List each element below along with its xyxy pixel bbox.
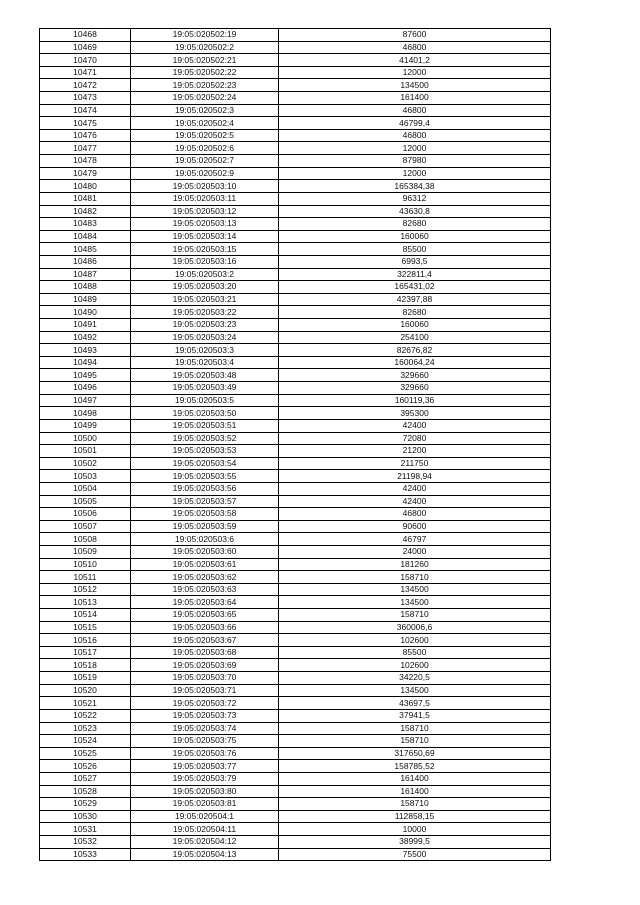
cadastral-number-cell: 19:05:020504:11 bbox=[131, 823, 279, 836]
row-number-cell: 10475 bbox=[40, 117, 131, 130]
table-row bbox=[40, 129, 551, 142]
cadastral-number-cell: 19:05:020503:52 bbox=[131, 432, 279, 445]
table-row bbox=[40, 520, 551, 533]
value-cell: 360006,6 bbox=[279, 621, 551, 634]
row-number-cell: 10522 bbox=[40, 709, 131, 722]
cadastral-number-cell: 19:05:020503:2 bbox=[131, 268, 279, 281]
cadastral-number-cell: 19:05:020503:57 bbox=[131, 495, 279, 508]
row-number-cell: 10481 bbox=[40, 192, 131, 205]
table-row bbox=[40, 697, 551, 710]
value-cell: 42400 bbox=[279, 419, 551, 432]
value-cell: 134500 bbox=[279, 79, 551, 92]
table-row bbox=[40, 785, 551, 798]
cadastral-number-cell: 19:05:020504:13 bbox=[131, 848, 279, 861]
data-table bbox=[39, 28, 551, 861]
value-cell: 160119,36 bbox=[279, 394, 551, 407]
value-cell: 134500 bbox=[279, 596, 551, 609]
row-number-cell: 10508 bbox=[40, 533, 131, 546]
value-cell: 211750 bbox=[279, 457, 551, 470]
table-row bbox=[40, 117, 551, 130]
value-cell: 158710 bbox=[279, 609, 551, 622]
table-row bbox=[40, 319, 551, 332]
value-cell: 46799,4 bbox=[279, 117, 551, 130]
row-number-cell: 10468 bbox=[40, 29, 131, 42]
cadastral-number-cell: 19:05:020503:6 bbox=[131, 533, 279, 546]
value-cell: 329660 bbox=[279, 369, 551, 382]
cadastral-number-cell: 19:05:020503:10 bbox=[131, 180, 279, 193]
row-number-cell: 10471 bbox=[40, 66, 131, 79]
cadastral-number-cell: 19:05:020502:5 bbox=[131, 129, 279, 142]
table-row bbox=[40, 142, 551, 155]
cadastral-number-cell: 19:05:020503:64 bbox=[131, 596, 279, 609]
cadastral-number-cell: 19:05:020502:4 bbox=[131, 117, 279, 130]
value-cell: 82680 bbox=[279, 218, 551, 231]
cadastral-number-cell: 19:05:020502:6 bbox=[131, 142, 279, 155]
cadastral-number-cell: 19:05:020503:51 bbox=[131, 419, 279, 432]
table-row bbox=[40, 709, 551, 722]
table-row bbox=[40, 255, 551, 268]
row-number-cell: 10501 bbox=[40, 445, 131, 458]
table-row bbox=[40, 836, 551, 849]
row-number-cell: 10469 bbox=[40, 41, 131, 54]
row-number-cell: 10476 bbox=[40, 129, 131, 142]
cadastral-number-cell: 19:05:020503:20 bbox=[131, 281, 279, 294]
table-row bbox=[40, 533, 551, 546]
table-row bbox=[40, 293, 551, 306]
row-number-cell: 10480 bbox=[40, 180, 131, 193]
row-number-cell: 10512 bbox=[40, 583, 131, 596]
value-cell: 75500 bbox=[279, 848, 551, 861]
table-row bbox=[40, 558, 551, 571]
value-cell: 46797 bbox=[279, 533, 551, 546]
row-number-cell: 10520 bbox=[40, 684, 131, 697]
cadastral-number-cell: 19:05:020503:81 bbox=[131, 798, 279, 811]
value-cell: 161400 bbox=[279, 92, 551, 105]
value-cell: 165384,38 bbox=[279, 180, 551, 193]
cadastral-number-cell: 19:05:020503:71 bbox=[131, 684, 279, 697]
value-cell: 43697,5 bbox=[279, 697, 551, 710]
value-cell: 46800 bbox=[279, 104, 551, 117]
value-cell: 158710 bbox=[279, 798, 551, 811]
table-row bbox=[40, 306, 551, 319]
row-number-cell: 10531 bbox=[40, 823, 131, 836]
value-cell: 6993,5 bbox=[279, 255, 551, 268]
row-number-cell: 10491 bbox=[40, 319, 131, 332]
value-cell: 134500 bbox=[279, 583, 551, 596]
table-row bbox=[40, 634, 551, 647]
document-page bbox=[39, 28, 550, 861]
cadastral-number-cell: 19:05:020503:23 bbox=[131, 319, 279, 332]
row-number-cell: 10530 bbox=[40, 810, 131, 823]
row-number-cell: 10484 bbox=[40, 230, 131, 243]
table-row bbox=[40, 722, 551, 735]
table-row bbox=[40, 482, 551, 495]
value-cell: 42400 bbox=[279, 482, 551, 495]
cadastral-number-cell: 19:05:020502:3 bbox=[131, 104, 279, 117]
row-number-cell: 10487 bbox=[40, 268, 131, 281]
value-cell: 43630,8 bbox=[279, 205, 551, 218]
value-cell: 85500 bbox=[279, 243, 551, 256]
value-cell: 85500 bbox=[279, 646, 551, 659]
row-number-cell: 10515 bbox=[40, 621, 131, 634]
value-cell: 12000 bbox=[279, 66, 551, 79]
row-number-cell: 10527 bbox=[40, 772, 131, 785]
cadastral-number-cell: 19:05:020504:12 bbox=[131, 836, 279, 849]
table-row bbox=[40, 281, 551, 294]
value-cell: 72080 bbox=[279, 432, 551, 445]
row-number-cell: 10532 bbox=[40, 836, 131, 849]
row-number-cell: 10474 bbox=[40, 104, 131, 117]
table-row bbox=[40, 29, 551, 42]
value-cell: 41401,2 bbox=[279, 54, 551, 67]
cadastral-number-cell: 19:05:020503:61 bbox=[131, 558, 279, 571]
row-number-cell: 10500 bbox=[40, 432, 131, 445]
value-cell: 161400 bbox=[279, 772, 551, 785]
row-number-cell: 10490 bbox=[40, 306, 131, 319]
value-cell: 395300 bbox=[279, 407, 551, 420]
cadastral-number-cell: 19:05:020503:56 bbox=[131, 482, 279, 495]
value-cell: 90600 bbox=[279, 520, 551, 533]
table-row bbox=[40, 571, 551, 584]
table-row bbox=[40, 382, 551, 395]
row-number-cell: 10506 bbox=[40, 508, 131, 521]
row-number-cell: 10498 bbox=[40, 407, 131, 420]
table-row bbox=[40, 167, 551, 180]
cadastral-number-cell: 19:05:020503:5 bbox=[131, 394, 279, 407]
table-row bbox=[40, 92, 551, 105]
cadastral-number-cell: 19:05:020503:76 bbox=[131, 747, 279, 760]
row-number-cell: 10533 bbox=[40, 848, 131, 861]
row-number-cell: 10526 bbox=[40, 760, 131, 773]
cadastral-number-cell: 19:05:020503:62 bbox=[131, 571, 279, 584]
cadastral-number-cell: 19:05:020503:21 bbox=[131, 293, 279, 306]
table-row bbox=[40, 621, 551, 634]
table-row bbox=[40, 609, 551, 622]
cadastral-number-cell: 19:05:020503:54 bbox=[131, 457, 279, 470]
cadastral-number-cell: 19:05:020503:70 bbox=[131, 672, 279, 685]
row-number-cell: 10518 bbox=[40, 659, 131, 672]
row-number-cell: 10485 bbox=[40, 243, 131, 256]
table-row bbox=[40, 41, 551, 54]
cadastral-number-cell: 19:05:020503:68 bbox=[131, 646, 279, 659]
cadastral-number-cell: 19:05:020503:3 bbox=[131, 344, 279, 357]
row-number-cell: 10477 bbox=[40, 142, 131, 155]
value-cell: 46800 bbox=[279, 41, 551, 54]
row-number-cell: 10514 bbox=[40, 609, 131, 622]
value-cell: 158710 bbox=[279, 571, 551, 584]
row-number-cell: 10507 bbox=[40, 520, 131, 533]
row-number-cell: 10494 bbox=[40, 356, 131, 369]
table-row bbox=[40, 672, 551, 685]
table-row bbox=[40, 243, 551, 256]
value-cell: 102600 bbox=[279, 659, 551, 672]
row-number-cell: 10492 bbox=[40, 331, 131, 344]
cadastral-number-cell: 19:05:020503:15 bbox=[131, 243, 279, 256]
cadastral-number-cell: 19:05:020502:7 bbox=[131, 155, 279, 168]
row-number-cell: 10523 bbox=[40, 722, 131, 735]
row-number-cell: 10497 bbox=[40, 394, 131, 407]
row-number-cell: 10513 bbox=[40, 596, 131, 609]
value-cell: 158785,52 bbox=[279, 760, 551, 773]
row-number-cell: 10509 bbox=[40, 545, 131, 558]
cadastral-number-cell: 19:05:020503:55 bbox=[131, 470, 279, 483]
value-cell: 24000 bbox=[279, 545, 551, 558]
table-row bbox=[40, 218, 551, 231]
value-cell: 37941,5 bbox=[279, 709, 551, 722]
cadastral-number-cell: 19:05:020503:72 bbox=[131, 697, 279, 710]
table-row bbox=[40, 596, 551, 609]
cadastral-number-cell: 19:05:020503:48 bbox=[131, 369, 279, 382]
row-number-cell: 10496 bbox=[40, 382, 131, 395]
row-number-cell: 10483 bbox=[40, 218, 131, 231]
value-cell: 46800 bbox=[279, 129, 551, 142]
value-cell: 38999,5 bbox=[279, 836, 551, 849]
cadastral-number-cell: 19:05:020503:4 bbox=[131, 356, 279, 369]
table-row bbox=[40, 659, 551, 672]
value-cell: 96312 bbox=[279, 192, 551, 205]
table-row bbox=[40, 457, 551, 470]
row-number-cell: 10472 bbox=[40, 79, 131, 92]
value-cell: 158710 bbox=[279, 735, 551, 748]
table-row bbox=[40, 583, 551, 596]
cadastral-number-cell: 19:05:020503:13 bbox=[131, 218, 279, 231]
value-cell: 82680 bbox=[279, 306, 551, 319]
table-row bbox=[40, 268, 551, 281]
value-cell: 12000 bbox=[279, 142, 551, 155]
row-number-cell: 10482 bbox=[40, 205, 131, 218]
table-row bbox=[40, 407, 551, 420]
table-row bbox=[40, 810, 551, 823]
row-number-cell: 10525 bbox=[40, 747, 131, 760]
table-body bbox=[40, 29, 551, 861]
row-number-cell: 10529 bbox=[40, 798, 131, 811]
value-cell: 160060 bbox=[279, 319, 551, 332]
value-cell: 10000 bbox=[279, 823, 551, 836]
row-number-cell: 10479 bbox=[40, 167, 131, 180]
value-cell: 34220,5 bbox=[279, 672, 551, 685]
cadastral-number-cell: 19:05:020503:12 bbox=[131, 205, 279, 218]
cadastral-number-cell: 19:05:020503:73 bbox=[131, 709, 279, 722]
cadastral-number-cell: 19:05:020503:75 bbox=[131, 735, 279, 748]
row-number-cell: 10470 bbox=[40, 54, 131, 67]
table-row bbox=[40, 445, 551, 458]
cadastral-number-cell: 19:05:020503:80 bbox=[131, 785, 279, 798]
cadastral-number-cell: 19:05:020503:67 bbox=[131, 634, 279, 647]
row-number-cell: 10505 bbox=[40, 495, 131, 508]
value-cell: 317650,69 bbox=[279, 747, 551, 760]
table-row bbox=[40, 772, 551, 785]
table-row bbox=[40, 760, 551, 773]
cadastral-number-cell: 19:05:020502:19 bbox=[131, 29, 279, 42]
table-row bbox=[40, 192, 551, 205]
cadastral-number-cell: 19:05:020503:65 bbox=[131, 609, 279, 622]
value-cell: 12000 bbox=[279, 167, 551, 180]
cadastral-number-cell: 19:05:020503:69 bbox=[131, 659, 279, 672]
value-cell: 160060 bbox=[279, 230, 551, 243]
cadastral-number-cell: 19:05:020503:50 bbox=[131, 407, 279, 420]
table-row bbox=[40, 331, 551, 344]
cadastral-number-cell: 19:05:020503:14 bbox=[131, 230, 279, 243]
value-cell: 46800 bbox=[279, 508, 551, 521]
table-row bbox=[40, 79, 551, 92]
value-cell: 87980 bbox=[279, 155, 551, 168]
cadastral-number-cell: 19:05:020503:66 bbox=[131, 621, 279, 634]
row-number-cell: 10495 bbox=[40, 369, 131, 382]
cadastral-number-cell: 19:05:020502:23 bbox=[131, 79, 279, 92]
value-cell: 42400 bbox=[279, 495, 551, 508]
row-number-cell: 10486 bbox=[40, 255, 131, 268]
table-row bbox=[40, 394, 551, 407]
row-number-cell: 10489 bbox=[40, 293, 131, 306]
row-number-cell: 10502 bbox=[40, 457, 131, 470]
value-cell: 329660 bbox=[279, 382, 551, 395]
value-cell: 158710 bbox=[279, 722, 551, 735]
table-row bbox=[40, 104, 551, 117]
table-row bbox=[40, 180, 551, 193]
table-row bbox=[40, 470, 551, 483]
value-cell: 254100 bbox=[279, 331, 551, 344]
cadastral-number-cell: 19:05:020503:11 bbox=[131, 192, 279, 205]
table-row bbox=[40, 205, 551, 218]
cadastral-number-cell: 19:05:020503:59 bbox=[131, 520, 279, 533]
table-row bbox=[40, 798, 551, 811]
table-row bbox=[40, 646, 551, 659]
table-row bbox=[40, 419, 551, 432]
row-number-cell: 10528 bbox=[40, 785, 131, 798]
value-cell: 87600 bbox=[279, 29, 551, 42]
row-number-cell: 10503 bbox=[40, 470, 131, 483]
cadastral-number-cell: 19:05:020503:24 bbox=[131, 331, 279, 344]
cadastral-number-cell: 19:05:020503:16 bbox=[131, 255, 279, 268]
table-row bbox=[40, 684, 551, 697]
cadastral-number-cell: 19:05:020502:24 bbox=[131, 92, 279, 105]
value-cell: 134500 bbox=[279, 684, 551, 697]
value-cell: 322811,4 bbox=[279, 268, 551, 281]
row-number-cell: 10478 bbox=[40, 155, 131, 168]
cadastral-number-cell: 19:05:020503:49 bbox=[131, 382, 279, 395]
cadastral-number-cell: 19:05:020503:58 bbox=[131, 508, 279, 521]
cadastral-number-cell: 19:05:020502:2 bbox=[131, 41, 279, 54]
table-row bbox=[40, 735, 551, 748]
cadastral-number-cell: 19:05:020503:53 bbox=[131, 445, 279, 458]
cadastral-number-cell: 19:05:020502:22 bbox=[131, 66, 279, 79]
cadastral-number-cell: 19:05:020502:9 bbox=[131, 167, 279, 180]
table-row bbox=[40, 747, 551, 760]
row-number-cell: 10493 bbox=[40, 344, 131, 357]
table-row bbox=[40, 66, 551, 79]
table-row bbox=[40, 344, 551, 357]
value-cell: 112858,15 bbox=[279, 810, 551, 823]
table-row bbox=[40, 823, 551, 836]
value-cell: 160064,24 bbox=[279, 356, 551, 369]
row-number-cell: 10524 bbox=[40, 735, 131, 748]
row-number-cell: 10516 bbox=[40, 634, 131, 647]
table-row bbox=[40, 848, 551, 861]
table-row bbox=[40, 369, 551, 382]
row-number-cell: 10517 bbox=[40, 646, 131, 659]
row-number-cell: 10504 bbox=[40, 482, 131, 495]
value-cell: 181260 bbox=[279, 558, 551, 571]
row-number-cell: 10473 bbox=[40, 92, 131, 105]
value-cell: 21198,94 bbox=[279, 470, 551, 483]
cadastral-number-cell: 19:05:020503:79 bbox=[131, 772, 279, 785]
value-cell: 102600 bbox=[279, 634, 551, 647]
value-cell: 42397,88 bbox=[279, 293, 551, 306]
table-row bbox=[40, 54, 551, 67]
table-row bbox=[40, 545, 551, 558]
row-number-cell: 10521 bbox=[40, 697, 131, 710]
value-cell: 82676,82 bbox=[279, 344, 551, 357]
cadastral-number-cell: 19:05:020503:60 bbox=[131, 545, 279, 558]
value-cell: 161400 bbox=[279, 785, 551, 798]
value-cell: 165431,02 bbox=[279, 281, 551, 294]
table-row bbox=[40, 356, 551, 369]
row-number-cell: 10511 bbox=[40, 571, 131, 584]
row-number-cell: 10499 bbox=[40, 419, 131, 432]
row-number-cell: 10519 bbox=[40, 672, 131, 685]
table-row bbox=[40, 230, 551, 243]
table-row bbox=[40, 432, 551, 445]
value-cell: 21200 bbox=[279, 445, 551, 458]
table-row bbox=[40, 495, 551, 508]
row-number-cell: 10510 bbox=[40, 558, 131, 571]
cadastral-number-cell: 19:05:020503:77 bbox=[131, 760, 279, 773]
table-row bbox=[40, 508, 551, 521]
cadastral-number-cell: 19:05:020503:63 bbox=[131, 583, 279, 596]
cadastral-number-cell: 19:05:020504:1 bbox=[131, 810, 279, 823]
table-row bbox=[40, 155, 551, 168]
cadastral-number-cell: 19:05:020503:74 bbox=[131, 722, 279, 735]
cadastral-number-cell: 19:05:020503:22 bbox=[131, 306, 279, 319]
cadastral-number-cell: 19:05:020502:21 bbox=[131, 54, 279, 67]
row-number-cell: 10488 bbox=[40, 281, 131, 294]
